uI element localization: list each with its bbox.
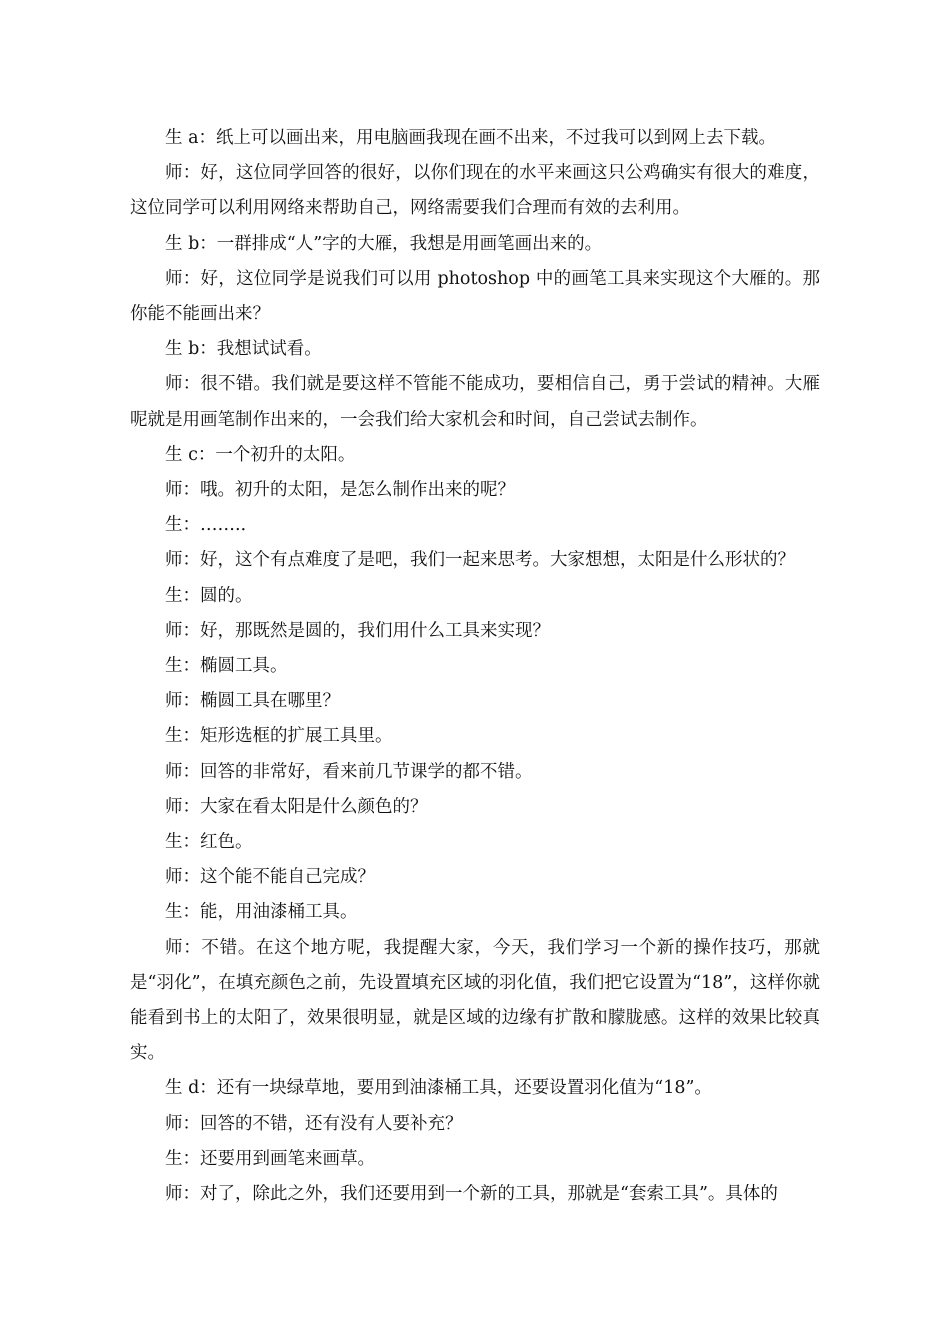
paragraph: 师：很不错。我们就是要这样不管能不能成功，要相信自己，勇于尝试的精神。大雁呢就是用画笔制作出来的，一会我们给大家机会和时间，自己尝试去制作。	[130, 374, 820, 430]
paragraph: 师：好，这位同学回答的很好，以你们现在的水平来画这只公鸡确实有很大的难度，这位同学可以利用网络来帮助自己，网络需要我们合理而有效的去利用。	[130, 163, 820, 219]
paragraph: 师：好，这位同学是说我们可以用 photoshop 中的画笔工具来实现这个大雁的。那你能不能画出来？	[130, 268, 820, 325]
paragraph: 生：还要用到画笔来画草。	[165, 1148, 375, 1169]
paragraph: 师：不错。在这个地方呢，我提醒大家，今天，我们学习一个新的操作技巧，那就是“羽化”，在填充颜色之前，先设置填充区域的羽化值，我们把它设置为“18”，这样你就能看到书上的太阳了，效果很明显，就是区域的边缘有扩散和朦胧感。这样的效果比较真实。	[130, 937, 820, 1064]
paragraph: 生：矩形选框的扩展工具里。	[165, 726, 393, 747]
document-body	[130, 121, 820, 1212]
paragraph: 生：红色。	[165, 832, 253, 853]
paragraph: 生：…….．	[165, 515, 259, 536]
paragraph: 师：大家在看太阳是什么颜色的？	[165, 796, 428, 817]
paragraph: 师：椭圆工具在哪里？	[165, 691, 340, 712]
paragraph: 生：圆的。	[165, 585, 253, 606]
paragraph: 师：这个能不能自己完成？	[165, 867, 375, 888]
paragraph: 生 d：还有一块绿草地，要用到油漆桶工具，还要设置羽化值为“18”。	[165, 1078, 712, 1099]
paragraph: 师：哦。初升的太阳，是怎么制作出来的呢？	[165, 480, 515, 501]
paragraph: 师：好，这个有点难度了是吧，我们一起来思考。大家想想，太阳是什么形状的？	[165, 550, 795, 571]
paragraph: 生 b：一群排成“人”字的大雁，我想是用画笔画出来的。	[165, 233, 603, 254]
paragraph: 师：对了，除此之外，我们还要用到一个新的工具，那就是“套索工具”。具体的	[165, 1184, 778, 1205]
paragraph: 师：回答的不错，还有没有人要补充？	[165, 1113, 463, 1134]
paragraph: 生 b：我想试试看。	[165, 339, 322, 360]
paragraph: 师：回答的非常好，看来前几节课学的都不错。	[165, 761, 533, 782]
paragraph: 师：好，那既然是圆的，我们用什么工具来实现？	[165, 620, 550, 641]
paragraph: 生：椭圆工具。	[165, 656, 288, 677]
paragraph: 生 a：纸上可以画出来，用电脑画我现在画不出来，不过我可以到网上去下载。	[165, 128, 776, 148]
paragraph: 生 c：一个初升的太阳。	[165, 444, 356, 465]
paragraph: 生：能，用油漆桶工具。	[165, 902, 358, 923]
